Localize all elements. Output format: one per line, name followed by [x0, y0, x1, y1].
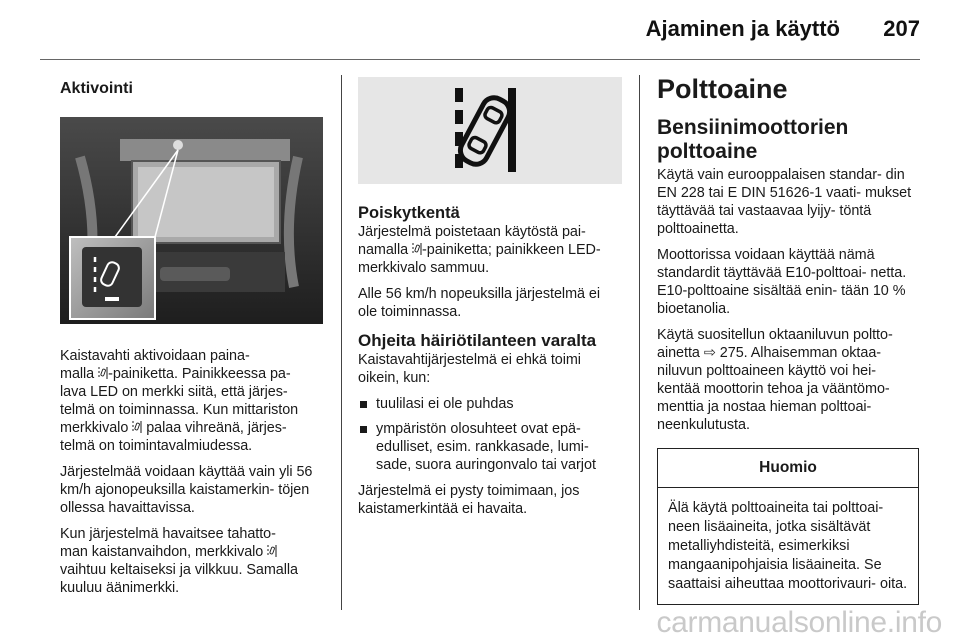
- column-divider-1: [341, 75, 342, 610]
- lane-assist-icon: [98, 366, 108, 380]
- section-heading-activation: Aktivointi: [60, 80, 133, 97]
- header-divider: [40, 59, 920, 60]
- page-header: [0, 0, 960, 62]
- list-item: tuulilasi ei ole puhdas: [358, 395, 622, 413]
- activation-paragraph: Kaistavahti aktivoidaan paina- malla -painiketta. Painikkeessa pa- lava LED on merkki siitä, että järjes- telmä on toiminnassa. Kun mittariston merkkivalo palaa vihreänä, järjes- telmä on toimintavalmiudessa.: [60, 348, 299, 454]
- dashboard-illustration: [60, 117, 323, 324]
- deactivation-paragraph: Järjestelmä poistetaan käytöstä pai- namalla -painiketta; painikkeen LED-merkkivalo sammuu.: [358, 224, 601, 276]
- caution-box: [657, 448, 919, 605]
- e10-paragraph: Moottorissa voidaan käyttää nämä standardit täyttävää E10-polttoai- netta. E10-polttoaine sisältää enin- tään 10 % bioetanolia.: [657, 247, 907, 317]
- octane-paragraph: Käytä suositellun oktaaniluvun poltto- ainetta ⇨ 275. Alhaisemman oktaa- niluvun polttoaineen käyttö voi hei- kentää moottorin tehoa ja vääntömo- menttia ja nostaa hieman polttoai- neenkulutusta.: [657, 327, 893, 433]
- list-item: ympäristön olosuhteet ovat epä- edulliset, esim. rankkasade, lumi- sade, suora auringonvalo tai varjot: [358, 420, 622, 474]
- page-number: 207: [883, 16, 920, 41]
- chapter-title: Ajaminen ja käyttö: [645, 16, 840, 41]
- lane-assist-large-icon: [358, 77, 622, 184]
- column-divider-2: [639, 75, 640, 610]
- watermark: carmanualsonline.info: [656, 606, 942, 639]
- caution-title: Huomio: [658, 449, 918, 488]
- caution-body: Älä käytä polttoaineita tai polttoai- neen lisäaineita, jotka sisältävät metalliyhdisteitä, esimerkiksi mangaanipohjaisia lisäaineita. Se saattaisi aiheuttaa moottorivauri- oita.: [668, 500, 908, 592]
- dashboard-lane-button-photo: [60, 117, 323, 324]
- speed-paragraph: Järjestelmää voidaan käyttää vain yli 56 km/h ajonopeuksilla kaistamerkin- töjen ollessa havaittavissa.: [60, 464, 313, 516]
- low-speed-paragraph: Alle 56 km/h nopeuksilla järjestelmä ei ole toiminnassa.: [358, 286, 601, 320]
- column-1: [60, 62, 325, 608]
- section-heading-deactivation: Poiskytkentä: [358, 204, 460, 222]
- fault-conditions-list: [358, 395, 622, 474]
- lane-assist-icon: [267, 544, 277, 558]
- lane-assist-icon: [412, 242, 422, 256]
- fuel-standard-paragraph: Käytä vain eurooppalaisen standar- din EN 228 tai E DIN 51626-1 vaati- mukset täyttävää tai vastaavaa lyijy- töntä polttoainetta.: [657, 167, 912, 237]
- column-3: [657, 62, 919, 608]
- lane-assist-icon: [132, 420, 142, 434]
- section-heading-troubleshooting: Ohjeita häiriötilanteen varalta: [358, 331, 597, 350]
- page-reference-arrow-icon: ⇨: [703, 345, 716, 361]
- section-heading-petrol-fuel: Bensiinimoottorien polttoaine: [657, 116, 849, 163]
- troubleshooting-intro: Kaistavahtijärjestelmä ei ehkä toimi oikein, kun:: [358, 352, 581, 386]
- column-2: [358, 62, 622, 608]
- section-heading-fuel: Polttoaine: [657, 74, 788, 104]
- warning-paragraph: Kun järjestelmä havaitsee tahatto- man kaistanvaihdon, merkkivalo vaihtuu keltaiseksi ja vilkkuu. Samalla kuuluu äänimerkki.: [60, 526, 299, 596]
- no-marking-paragraph: Järjestelmä ei pysty toimimaan, jos kaistamerkintää ei havaita.: [358, 483, 580, 517]
- lane-assist-symbol-figure: [358, 77, 622, 184]
